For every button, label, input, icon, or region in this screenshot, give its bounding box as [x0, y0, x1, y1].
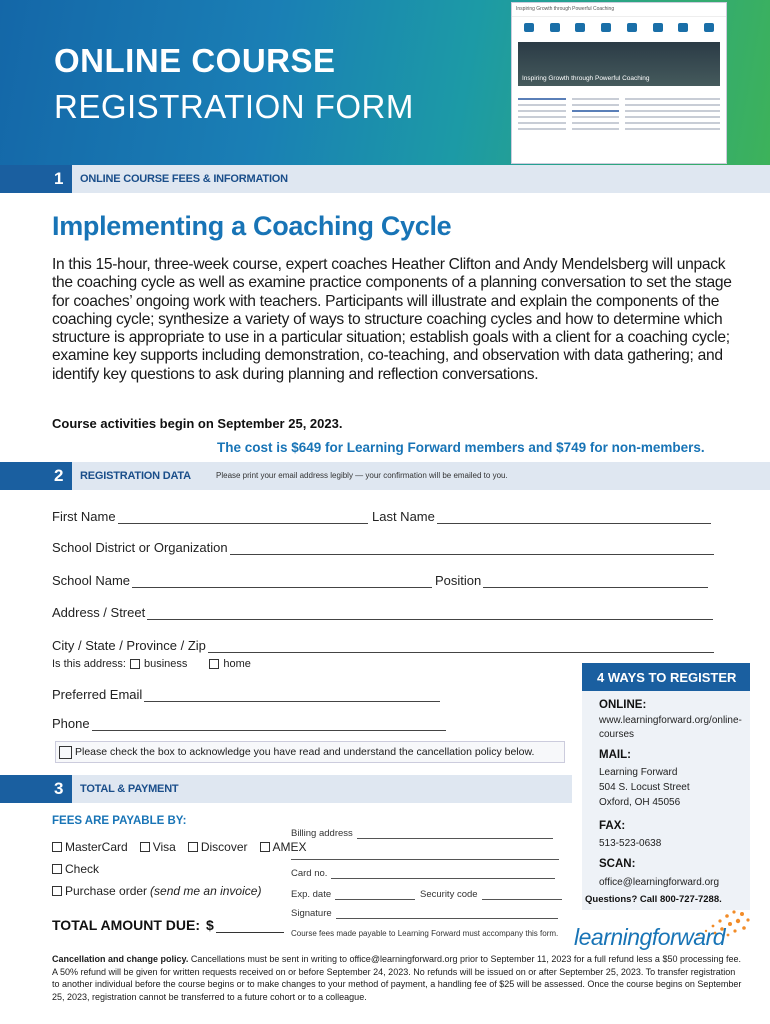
section-1-title: ONLINE COURSE FEES & INFORMATION: [80, 173, 288, 185]
total-symbol: $: [206, 917, 214, 933]
first-name-label: First Name: [52, 509, 116, 524]
course-description: In this 15-hour, three-week course, expert coaches Heather Clifton and Andy Mendelsberg will unpack the coaching cycle as well as examine practice components of a planning conversation to set the stage for coaches’ ongoing work with teachers. Participants will illustrate and explain the components of the coaching cycle; synthesize a variety of ways to structure coaching cycles and how to determine which structure is appropriate to use in a particular situation; establish goals with a client for a coaching cycle; examine key supports including demonstration, co-teaching, and observation with data gathering; and identify key questions to ask during planning and reflection conversations.: [52, 256, 732, 383]
discover-label: Discover: [200, 840, 248, 854]
thumbnail-banner: [518, 42, 720, 86]
billing-label: Billing address: [291, 828, 353, 839]
thumbnail-topbar: Inspiring Growth through Powerful Coaching: [512, 3, 726, 17]
exp-date-field[interactable]: [291, 889, 415, 900]
mail-label: MAIL:: [599, 749, 631, 761]
form-title-line1: ONLINE COURSE: [54, 42, 336, 79]
section-1-bar: [0, 165, 770, 193]
policy-text: Cancellations must be sent in writing to office@learningforward.org prior to September 11, 2023 for a full refund less a $50 processing fee. A 50% refund will be given for written requests received on or before September 24, 2023. No refunds will be issued on or after September 25, 2023. To transfer registration to another individual before the course begins or to make changes to your method of payment, a handling fee of $25 will be assessed. Once the course begins on September 25, 2023, registration cannot be transferred to a future cohort or to a colleague.: [52, 954, 742, 1002]
amex-label: AMEX: [272, 840, 307, 854]
home-label: home: [223, 658, 251, 670]
form-title-line2: REGISTRATION FORM: [54, 88, 414, 125]
section-2-bar: [0, 462, 770, 490]
ack-checkbox[interactable]: [59, 746, 72, 759]
fax-number: 513-523-0638: [599, 838, 662, 849]
thumb-icon: [524, 23, 534, 32]
business-label: business: [143, 658, 188, 670]
address-field[interactable]: [52, 605, 713, 620]
course-begins: Course activities begin on September 25, 2023.: [52, 416, 343, 431]
total-label: TOTAL AMOUNT DUE:: [52, 917, 201, 933]
mastercard-label: MasterCard: [65, 840, 128, 854]
fax-label: FAX:: [599, 820, 626, 832]
address-type-label: Is this address:: [52, 658, 126, 670]
fees-note: Course fees made payable to Learning Forward must accompany this form.: [291, 929, 559, 938]
section-3-bar: [0, 775, 572, 803]
learningforward-logo-text: learningforward: [574, 924, 726, 950]
check-checkbox[interactable]: [52, 864, 62, 874]
city-label: City / State / Province / Zip: [52, 638, 206, 653]
section-3-number: 3: [0, 775, 72, 803]
scan-label: SCAN:: [599, 858, 636, 870]
po-note: (send me an invoice): [150, 884, 262, 898]
district-label: School District or Organization: [52, 540, 228, 555]
thumbnail-content: [512, 88, 726, 140]
security-code-field[interactable]: [420, 889, 562, 900]
address-type-row: [52, 658, 251, 670]
website-thumbnail: [511, 2, 727, 164]
thumb-icon: [704, 23, 714, 32]
po-label: Purchase order: [65, 884, 148, 898]
district-field[interactable]: [52, 540, 714, 555]
online-url-1[interactable]: www.learningforward.org/online-: [599, 715, 742, 726]
first-name-field[interactable]: [52, 509, 368, 524]
discover-checkbox[interactable]: [188, 842, 198, 852]
thumb-icon: [627, 23, 637, 32]
online-url-2[interactable]: courses: [599, 729, 635, 740]
thumb-icon: [601, 23, 611, 32]
home-checkbox[interactable]: [209, 659, 219, 669]
scan-email[interactable]: office@learningforward.org: [599, 877, 720, 888]
po-checkbox[interactable]: [52, 886, 62, 896]
section-2-title: REGISTRATION DATA: [80, 470, 191, 482]
section-3-title: TOTAL & PAYMENT: [80, 783, 179, 795]
billing-address-field[interactable]: [291, 828, 553, 839]
business-checkbox[interactable]: [130, 659, 140, 669]
check-label: Check: [65, 862, 100, 876]
billing-address-line-2[interactable]: [291, 850, 559, 860]
thumb-icon: [550, 23, 560, 32]
visa-label: Visa: [152, 840, 176, 854]
mail-line-3: Oxford, OH 45056: [599, 797, 681, 808]
section-1-number: 1: [0, 165, 72, 193]
school-name-label: School Name: [52, 573, 131, 588]
email-label: Preferred Email: [52, 687, 143, 702]
policy-lead: Cancellation and change policy.: [52, 954, 189, 964]
check-option: [52, 862, 99, 876]
mastercard-checkbox[interactable]: [52, 842, 62, 852]
thumb-icon: [575, 23, 585, 32]
cancellation-policy: [52, 953, 742, 1003]
position-label: Position: [435, 573, 482, 588]
course-cost: The cost is $649 for Learning Forward members and $749 for non-members.: [217, 440, 705, 455]
section-2-number: 2: [0, 462, 72, 490]
exp-label: Exp. date: [291, 889, 332, 900]
card-label: Card no.: [291, 868, 328, 879]
thumb-icon: [678, 23, 688, 32]
card-number-field[interactable]: [291, 868, 555, 879]
visa-checkbox[interactable]: [140, 842, 150, 852]
security-label: Security code: [420, 889, 478, 900]
total-amount-due[interactable]: [52, 917, 284, 933]
card-type-row: [52, 840, 307, 854]
address-label: Address / Street: [52, 605, 146, 620]
school-name-field[interactable]: [52, 573, 432, 588]
section-2-note: Please print your email address legibly — your confirmation will be emailed to you.: [216, 471, 508, 480]
cancellation-ack[interactable]: [55, 741, 565, 763]
position-field[interactable]: [435, 573, 708, 588]
amex-checkbox[interactable]: [260, 842, 270, 852]
questions-phone: Questions? Call 800-727-7288.: [585, 894, 722, 905]
mail-line-2: 504 S. Locust Street: [599, 782, 690, 793]
email-field[interactable]: [52, 687, 440, 702]
fees-payable-heading: FEES ARE PAYABLE BY:: [52, 815, 187, 827]
signature-label: Signature: [291, 908, 332, 919]
online-label: ONLINE:: [599, 699, 647, 711]
signature-field[interactable]: [291, 908, 558, 919]
ways-to-register-heading: 4 WAYS TO REGISTER: [582, 663, 750, 691]
phone-field[interactable]: [52, 716, 446, 731]
last-name-field[interactable]: [372, 509, 711, 524]
thumb-icon: [653, 23, 663, 32]
mail-line-1: Learning Forward: [599, 767, 678, 778]
city-field[interactable]: [52, 638, 714, 653]
ack-label: Please check the box to acknowledge you have read and understand the cancellation policy below.: [75, 746, 535, 758]
po-option: [52, 884, 261, 898]
phone-label: Phone: [52, 716, 90, 731]
course-title: Implementing a Coaching Cycle: [52, 211, 452, 241]
thumbnail-icon-row: [512, 17, 726, 34]
thumbnail-banner-text: Inspiring Growth through Powerful Coaching: [522, 75, 650, 82]
last-name-label: Last Name: [372, 509, 435, 524]
